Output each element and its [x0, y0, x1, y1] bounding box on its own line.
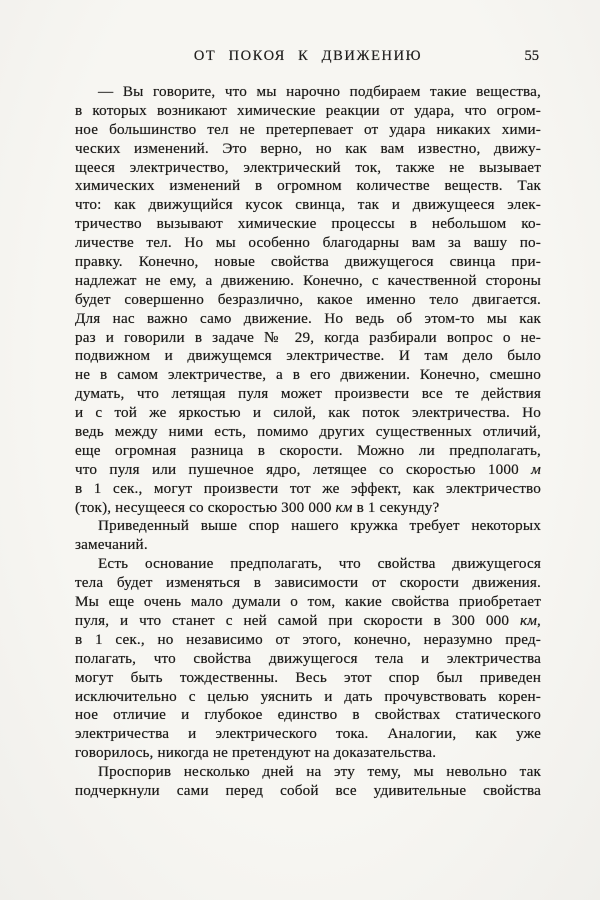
text-line: могут быть тождественны. Весь этот спор был приведен	[75, 668, 541, 686]
text-line: говорилось, никогда не претендуют на доказательства.	[75, 744, 437, 762]
text-line: будет совершенно безразлично, какое именно тело двигается.	[75, 290, 541, 308]
text-line: еще огромная разница в скорости. Можно ли предполагать,	[75, 441, 541, 459]
text-line: Мы еще очень мало думали о том, какие свойства приобретает	[75, 593, 541, 611]
text-line: Приведенный выше спор нашего кружка требует некоторых	[98, 517, 541, 535]
text-line: надлежат не ему, а движению. Конечно, с качественной стороны	[75, 271, 541, 289]
text-line: что: как движущийся кусок свинца, так и движущееся элек-	[75, 196, 541, 214]
text-line: тела будет изменяться в зависимости от скорости движения.	[75, 574, 541, 592]
text-line: исключительно с целью уяснить и дать прочувствовать корен-	[75, 687, 541, 705]
text-line: в 1 сек., могут произвести тот же эффект, как электричество	[75, 479, 541, 497]
page-number: 55	[524, 48, 539, 64]
text-line: ное отличие и глубокое единство в свойствах статического	[75, 706, 541, 724]
text-line: ведь между ними есть, помимо других существенных отличий,	[75, 423, 541, 441]
text-line: думать, что летящая пуля может произвести все те действия	[75, 385, 541, 403]
text-line: — Вы говорите, что мы нарочно подбираем такие вещества,	[98, 83, 541, 100]
text-line: Есть основание предполагать, что свойства движущегося	[98, 555, 541, 573]
text-line: ческих изменений. Это верно, но как вам известно, движу-	[75, 139, 541, 157]
text-line: электричества и электрического тока. Аналогии, как уже	[75, 725, 541, 743]
text-line: (ток), несущееся со скоростью 300 000 км в 1 секунду?	[75, 498, 440, 516]
text-line: щееся электричество, электрический ток, также не вызывает	[75, 158, 541, 176]
page-text	[75, 83, 541, 801]
text-line: тричество вызывают химические процессы в небольшом ко-	[75, 215, 541, 233]
text-line: пуля, и что станет с ней самой при скорости в 300 000 км,	[75, 611, 541, 629]
text-line: раз и говорили в задаче № 29, когда разбирали вопрос о не-	[75, 328, 541, 346]
text-line: полагать, что свойства движущегося тела и электричества	[75, 649, 541, 667]
running-head	[75, 48, 541, 64]
text-line: Для нас важно само движение. Но ведь об этом-то мы как	[75, 309, 541, 327]
text-line: не в самом электричестве, а в его движении. Конечно, смешно	[75, 366, 541, 384]
text-line: и с той же яркостью и силой, как поток электричества. Но	[75, 404, 541, 422]
text-line: Проспорив несколько дней на эту тему, мы невольно так	[98, 763, 541, 781]
text-line: замечаний.	[75, 536, 148, 554]
text-line: в 1 сек., но независимо от этого, конечно, неразумно пред-	[75, 630, 541, 648]
text-line: подчеркнули сами перед собой все удивительные свойства	[75, 781, 541, 799]
text-line: личестве тел. Но мы особенно благодарны вам за вашу по-	[75, 234, 541, 252]
text-line: ное большинство тел не претерпевает от удара никаких хими-	[75, 120, 541, 138]
text-line: правку. Конечно, новые свойства движущегося свинца при-	[75, 253, 541, 271]
text-line: что пуля или пушечное ядро, летящее со скоростью 1000 м	[75, 460, 541, 478]
text-line: в которых возникают химические реакции от удара, что огром-	[75, 101, 541, 119]
text-line: подвижном и движущемся электричестве. И там дело было	[75, 347, 541, 365]
text-line: химических изменений в огромном количестве веществ. Так	[75, 177, 541, 195]
running-head-title: ОТ ПОКОЯ К ДВИЖЕНИЮ	[193, 48, 423, 64]
